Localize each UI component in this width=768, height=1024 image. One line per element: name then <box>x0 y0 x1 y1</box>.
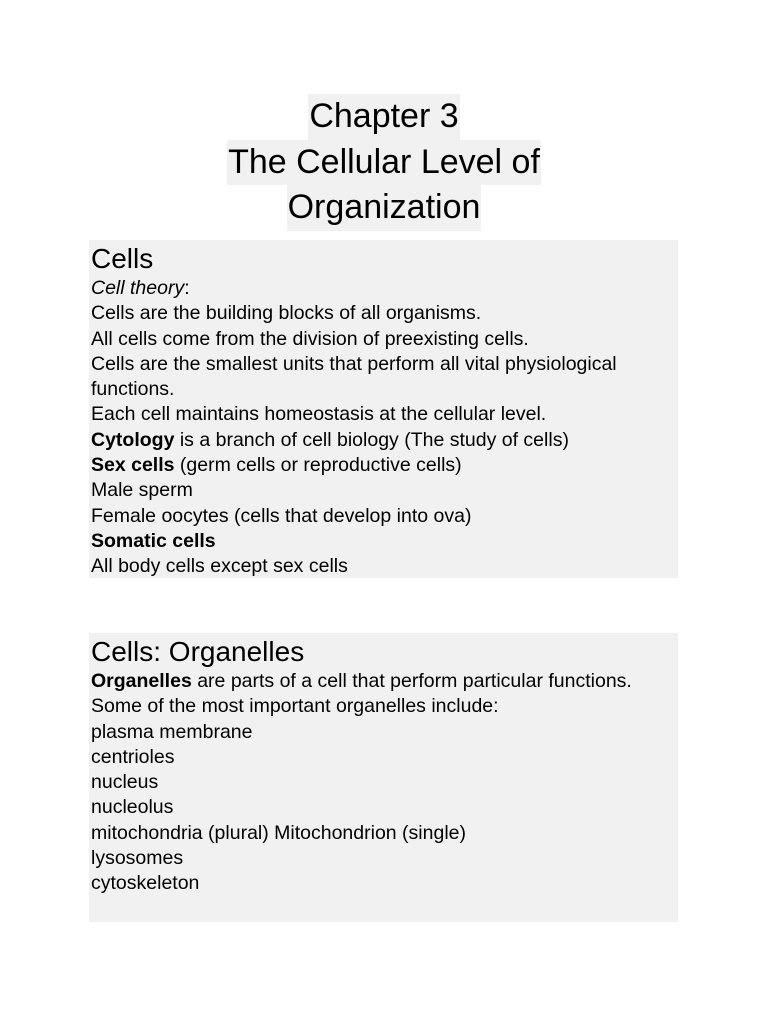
organelle-item: centrioles <box>91 745 175 768</box>
document-title <box>0 94 768 231</box>
organelle-item: nucleolus <box>91 796 174 819</box>
title-main-line1: The Cellular Level of <box>227 140 541 186</box>
organelles-intro: Some of the most important organelles include: <box>91 695 499 718</box>
cytology-definition: is a branch of cell biology (The study of cells) <box>174 428 569 451</box>
organelle-item: cytoskeleton <box>91 872 200 895</box>
organelle-item: nucleus <box>91 771 159 794</box>
organelles-definition: are parts of a cell that perform particular functions. <box>191 670 632 692</box>
organelle-item: lysosomes <box>91 847 184 870</box>
cytology-line <box>91 428 676 453</box>
cell-theory-term: Cell theory <box>91 277 185 299</box>
cell-theory-line: All cells come from the division of preexisting cells. <box>91 327 529 350</box>
somatic-cells-term: Somatic cells <box>91 529 216 552</box>
organelle-item: mitochondria (plural) Mitochondrion (single) <box>91 821 466 844</box>
cells-section <box>89 240 678 578</box>
organelles-section <box>89 633 678 922</box>
organelles-definition-line <box>91 669 676 694</box>
cytology-term: Cytology <box>91 428 175 451</box>
title-main-line2: Organization <box>287 185 482 231</box>
female-oocytes-line: Female oocytes (cells that develop into ova) <box>91 504 472 527</box>
sex-cells-term: Sex cells <box>91 454 175 477</box>
cell-theory-line: Cells are the smallest units that perform all vital physiological functions. <box>91 352 617 401</box>
organelles-heading: Cells: Organelles <box>91 636 305 667</box>
cells-heading: Cells <box>91 243 154 274</box>
organelle-item: plasma membrane <box>91 720 253 743</box>
cell-theory-label <box>91 276 676 301</box>
sex-cells-definition: (germ cells or reproductive cells) <box>174 454 462 477</box>
male-sperm-line: Male sperm <box>91 479 193 502</box>
sex-cells-line <box>91 453 676 478</box>
somatic-cells-definition: All body cells except sex cells <box>91 555 348 578</box>
organelles-term: Organelles <box>91 670 192 692</box>
title-chapter: Chapter 3 <box>308 94 459 140</box>
cell-theory-colon: : <box>184 277 190 299</box>
cell-theory-line: Each cell maintains homeostasis at the cellular level. <box>91 403 547 426</box>
cell-theory-line: Cells are the building blocks of all organisms. <box>91 302 482 325</box>
